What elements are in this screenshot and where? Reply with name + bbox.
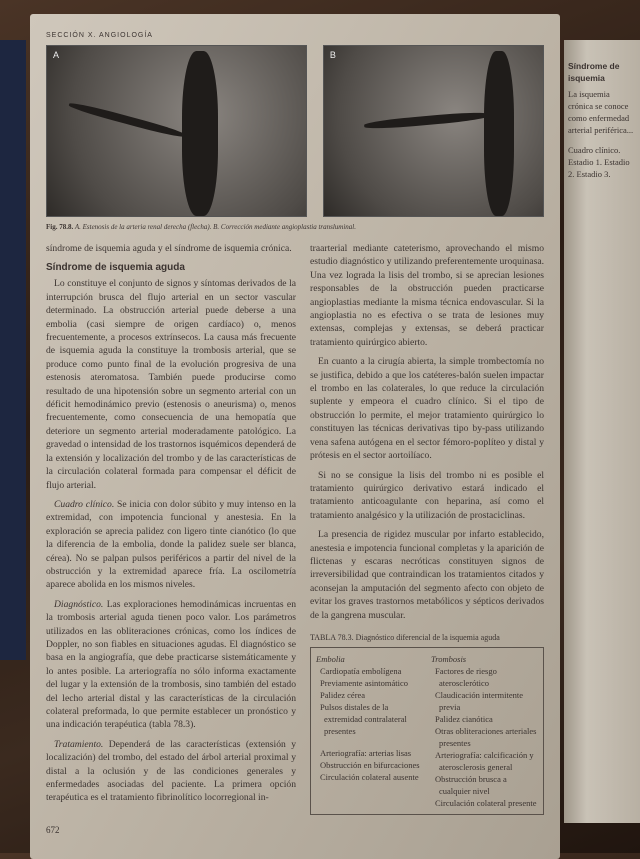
paragraph	[46, 738, 296, 805]
right-page-paragraph: La isquemia crónica se conoce como enfermedad arterial periférica...	[568, 89, 634, 135]
paragraph: Lo constituye el conjunto de signos y síntomas derivados de la interrupción brusca del flujo arterial en un sector vascular determinado. La obstrucción arterial puede deberse a una embolia (casi siempre de origen cardíaco) o, menos frecuentemente, a procesos extrínsecos. La causa más frecuente de isquemia aguda la constituye la trombosis arterial, que se produce como punto final de la evolución progresiva de una estenosis ateromatosa. También puede producirse como resultado de una hipotensión sobre un segmento arterial con un déficit hemodinámico previo (estenosis o aneurisma) o, menos frecuentemente, como consecuencia de una hemopatía que deteriore un segmento arterial moderadamente patológico. La gravedad o intensidad de los trastornos isquémicos dependerá de la extensión y localización del trombo y de las características de la circulación colateral formada para compensar el déficit de flujo arterial.	[46, 278, 296, 491]
table-item: Circulación colateral presente	[435, 797, 537, 808]
table-item: Obstrucción brusca a cualquier nivel	[435, 773, 507, 796]
table-column-trombosis	[431, 653, 538, 809]
running-header: SECCIÓN X. ANGIOLOGÍA	[46, 32, 153, 39]
paragraph: La presencia de rigidez muscular por infarto establecido, anestesia e impotencia funcional completas y la aparición de flictenas y escaras necróticas constituyen signos de irreversibilidad que contraindican los tratamientos citados y aconsejan la amputación del segmento afecto con objeto de evitar los graves trastornos metabólicos y sépticos derivados de la gangrena muscular.	[310, 529, 544, 621]
left-page	[30, 14, 560, 859]
paragraph-lead: Tratamiento.	[54, 738, 104, 750]
table-item: Otras obliteraciones arteriales presentes	[435, 725, 537, 748]
artery-shape	[182, 51, 218, 216]
differential-diagnosis-table	[310, 632, 544, 815]
table-item: Palidez cianótica	[435, 713, 493, 724]
paragraph-text: Se inicia con dolor súbito y muy intenso en la extremidad, con impotencia funcional y anestesia. En la exploración se aprecia palidez con ligero tinte cianótico (lo que la diferencia de la embolia, donde la palidez suele ser blanca, cérea). No se palpan pulsos periféricos a partir del nivel de la obstrucción y la extremidad aparece fría. La oscilometría aparece abolida en los mismos niveles.	[46, 498, 296, 591]
table-column-heading: Embolia	[316, 653, 345, 664]
angiography-image-b	[323, 45, 544, 217]
table-title: TABLA 78.3. Diagnóstico diferencial de la isquemia aguda	[310, 632, 500, 642]
table-item: Circulación colateral ausente	[320, 771, 419, 782]
table-column-embolia	[316, 653, 423, 809]
paragraph: Si no se consigue la lisis del trombo ni es posible el tratamiento quirúrgico derivativo estará indicado el tratamiento anticoagulante con heparina, así como el tratamiento analgésico y la utilización de prostaciclinas.	[310, 469, 544, 521]
page-number: 672	[46, 824, 60, 835]
paragraph-text: Las exploraciones hemodinámicas incruentas en la trombosis arterial aguda tienen poco valor. Los parámetros utilizados en las obliteraciones crónicas, como los índices de Doppler, no son fiables en situaciones agudas. El diagnóstico se basa en la angiografía, que debe practicarse sistemáticamente y lo antes posible. La arteriografía no sólo informa exactamente del lugar y la extensión de la trombosis, sino también del estado del lecho arterial distal y las características de la circulación colateral preformada, lo que permite establecer un pronóstico y una indicación terapéutica (tabla 78.3).	[46, 598, 296, 731]
right-page-text	[568, 60, 636, 188]
paragraph-lead: Cuadro clínico.	[54, 498, 115, 510]
text-columns	[46, 242, 544, 815]
right-text-column	[310, 242, 544, 815]
right-page-paragraph: Cuadro clínico. Estadio 1. Estadio 2. Estadio 3.	[568, 145, 630, 179]
image-label-b: B	[329, 50, 336, 60]
table-item: Cardiopatía embolígena	[320, 665, 402, 676]
paragraph: síndrome de isquemia aguda y el síndrome de isquemia crónica.	[46, 243, 292, 254]
table-item: Arteriografía: calcificación y aterosclerosis general	[435, 749, 534, 772]
figure-caption-text: A. Estenosis de la arteria renal derecha (flecha). B. Corrección mediante angioplastia transluminal.	[74, 223, 356, 231]
table-item: Arteriografía: arterias lisas	[320, 747, 412, 758]
paragraph: En cuanto a la cirugía abierta, la simple trombectomía no se justifica, debido a que los catéteres-balón suelen impactar el trombo en las colaterales, lo que reduce la circulación suplente y empeora el cuadro clínico. Si el tipo de obstrucción lo permite, el mejor tratamiento quirúrgico lo constituyen las técnicas derivativas tipo by-pass utilizando vena safena autógena en el sector fémoro-poplíteo y distal y prótesis en el sector aortoilíaco.	[310, 356, 544, 462]
paragraph: traarterial mediante cateterismo, aprovechando el mismo estudio diagnóstico y utilizando preferentemente uroquinasa. Una vez lograda la lisis del trombo, si se aprecian lesiones responsables de la obstrucción pueden practicarse angioplastias mediante la misma técnica endovascular. Si la angioplastia no es efectiva o se trata de lesiones muy extensas, complejas y extensas, se deberá practicar tratamiento quirúrgico abierto.	[310, 243, 544, 348]
branch-shape	[364, 111, 489, 131]
left-text-column	[46, 242, 296, 811]
paragraph	[46, 598, 296, 732]
paragraph-lead: Diagnóstico.	[54, 598, 104, 610]
branch-shape	[68, 101, 186, 140]
table-item: Factores de riesgo aterosclerótico	[435, 665, 497, 688]
table-item: Palidez cérea	[320, 689, 366, 700]
book-cover-edge	[0, 40, 26, 660]
paragraph-text: Dependerá de las características (extensión y localización) del trombo, del estado del árbol arterial proximal y distal a la oclusión y de las condiciones generales y enfermedades asociadas del paciente. La primera opción terapéutica es el tratamiento fibrinolítico locorregional in-	[46, 738, 296, 804]
angiography-image-a	[46, 45, 307, 217]
paragraph	[46, 498, 296, 592]
table-item: Previamente asintomático	[320, 677, 409, 688]
figure-row	[46, 45, 544, 217]
right-page-heading: Síndrome de isquemia	[568, 61, 620, 83]
table-column-heading: Trombosis	[431, 653, 467, 664]
table-box	[310, 647, 544, 815]
figure-number: Fig. 78.8.	[46, 223, 74, 231]
table-item: Pulsos distales de la extremidad contralateral presentes	[320, 701, 407, 736]
table-item: Claudicación intermitente previa	[435, 689, 524, 712]
table-item: Obstrucción en bifurcaciones	[320, 759, 420, 770]
image-label-a: A	[53, 50, 60, 60]
artery-shape	[484, 51, 514, 216]
figure-caption	[46, 222, 544, 232]
section-heading: Síndrome de isquemia aguda	[46, 262, 185, 274]
